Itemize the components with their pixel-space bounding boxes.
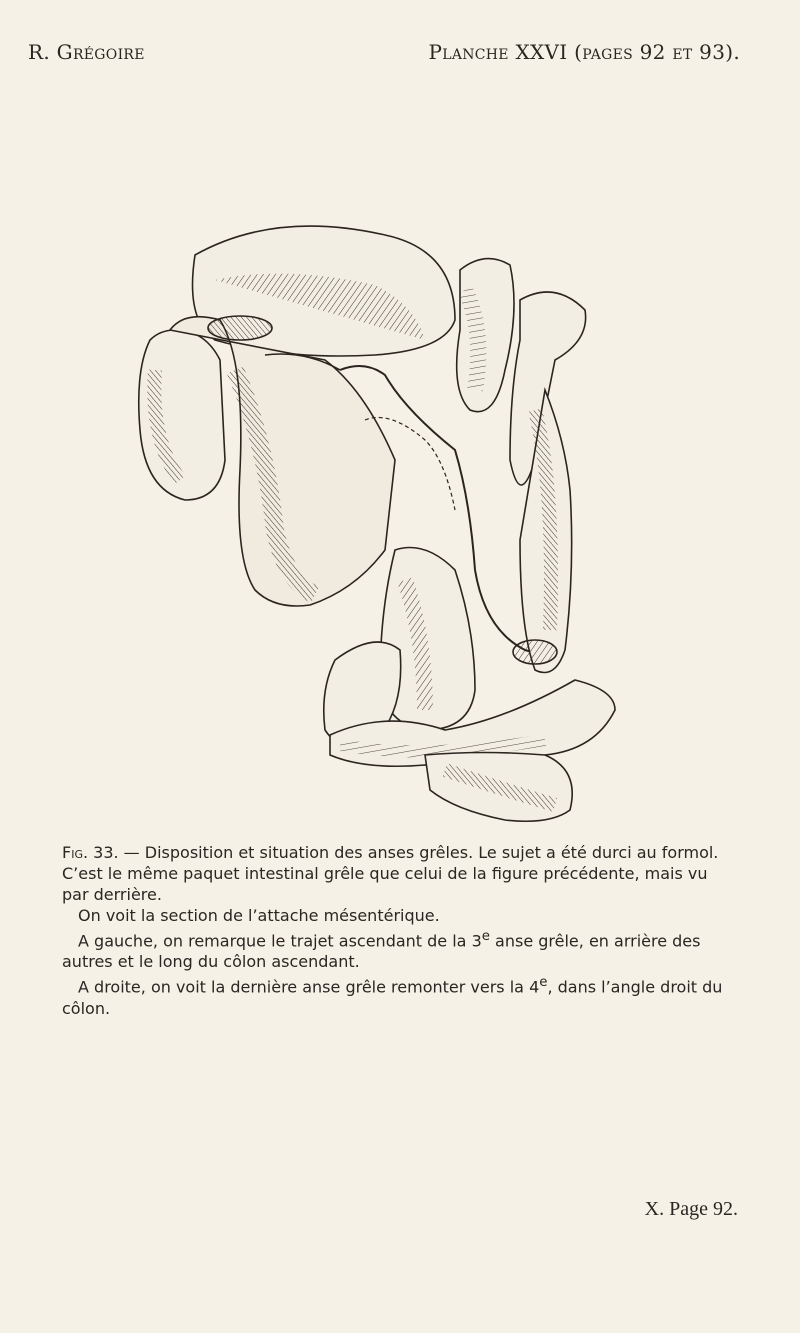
caption-paragraph-2: On voit la section de l’attache mésentérique. xyxy=(78,906,440,925)
anatomical-illustration xyxy=(125,210,625,835)
caption-paragraph-3: A gauche, on remarque le trajet ascendant de la 3e anse grêle, en arrière des autres et le long du côlon ascendant. xyxy=(62,929,701,972)
plate-reference: Planche XXVI (pages 92 et 93). xyxy=(428,40,740,64)
figure-label: Fig. 33. xyxy=(62,843,119,862)
author-name: R. Grégoire xyxy=(28,40,145,64)
page-reference: X. Page 92. xyxy=(644,1198,738,1220)
caption-paragraph-1: Fig. 33. — Disposition et situation des anses grêles. Le sujet a été durci au formol. C’est le même paquet intestinal grêle que celui de la figure précédente, mais vu par derrière. xyxy=(62,843,719,904)
figure-caption xyxy=(62,842,727,1019)
caption-paragraph-4: A droite, on voit la dernière anse grêle remonter vers la 4e, dans l’angle droit du côlon. xyxy=(62,975,723,1018)
page-header xyxy=(28,40,740,64)
caption-text-1: Disposition et situation des anses grêles. Le sujet a été durci au formol. C’est le même paquet intestinal grêle que celui de la figure précédente, mais vu par derrière. xyxy=(62,843,719,904)
